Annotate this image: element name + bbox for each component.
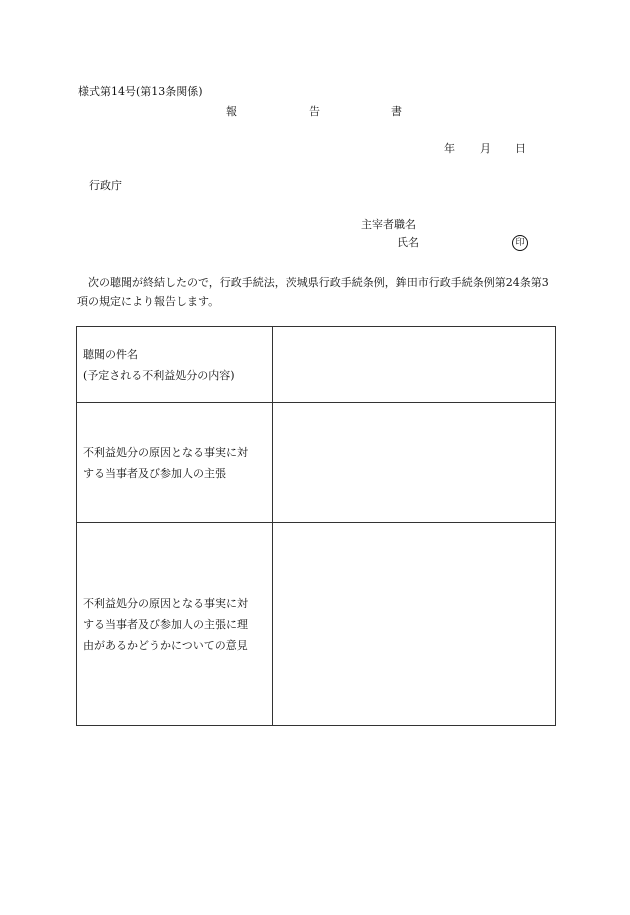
date-day-label: 日 (515, 142, 526, 155)
row-label (77, 403, 273, 523)
title-char-1: 報 (226, 105, 237, 118)
label-line: 聴聞の件名 (83, 347, 138, 361)
label-line: する当事者及び参加人の主張 (83, 466, 226, 480)
label-line: 不利益処分の原因となる事実に対 (83, 445, 248, 459)
title-char-3: 書 (391, 105, 402, 118)
row-label (77, 327, 273, 403)
label-line: (予定される不利益処分の内容) (83, 368, 235, 382)
label-line: する当事者及び参加人の主張に理 (83, 617, 248, 631)
table-row (77, 327, 556, 403)
form-number: 様式第14号(第13条関係) (78, 85, 203, 98)
table-row (77, 403, 556, 523)
addressee: 行政庁 (89, 179, 122, 192)
title-char-2: 告 (309, 105, 320, 118)
row-value-cell (273, 327, 556, 403)
date-month-label: 月 (480, 142, 491, 155)
seal-mark: 印 (512, 235, 528, 251)
table-row (77, 523, 556, 726)
organizer-name-label: 氏名 (397, 236, 419, 249)
row-label (77, 523, 273, 726)
organizer-title-label: 主宰者職名 (361, 218, 416, 231)
row-value-cell (273, 403, 556, 523)
label-line: 由があるかどうかについての意見 (83, 638, 248, 652)
label-line: 不利益処分の原因となる事実に対 (83, 596, 248, 610)
date-year-label: 年 (444, 142, 455, 155)
row-value-cell (273, 523, 556, 726)
body-text: 次の聴聞が終結したので，行政手続法，茨城県行政手続条例，鉾田市行政手続条例第24条第3項の規定により報告します。 (77, 276, 549, 308)
report-table (76, 326, 556, 726)
